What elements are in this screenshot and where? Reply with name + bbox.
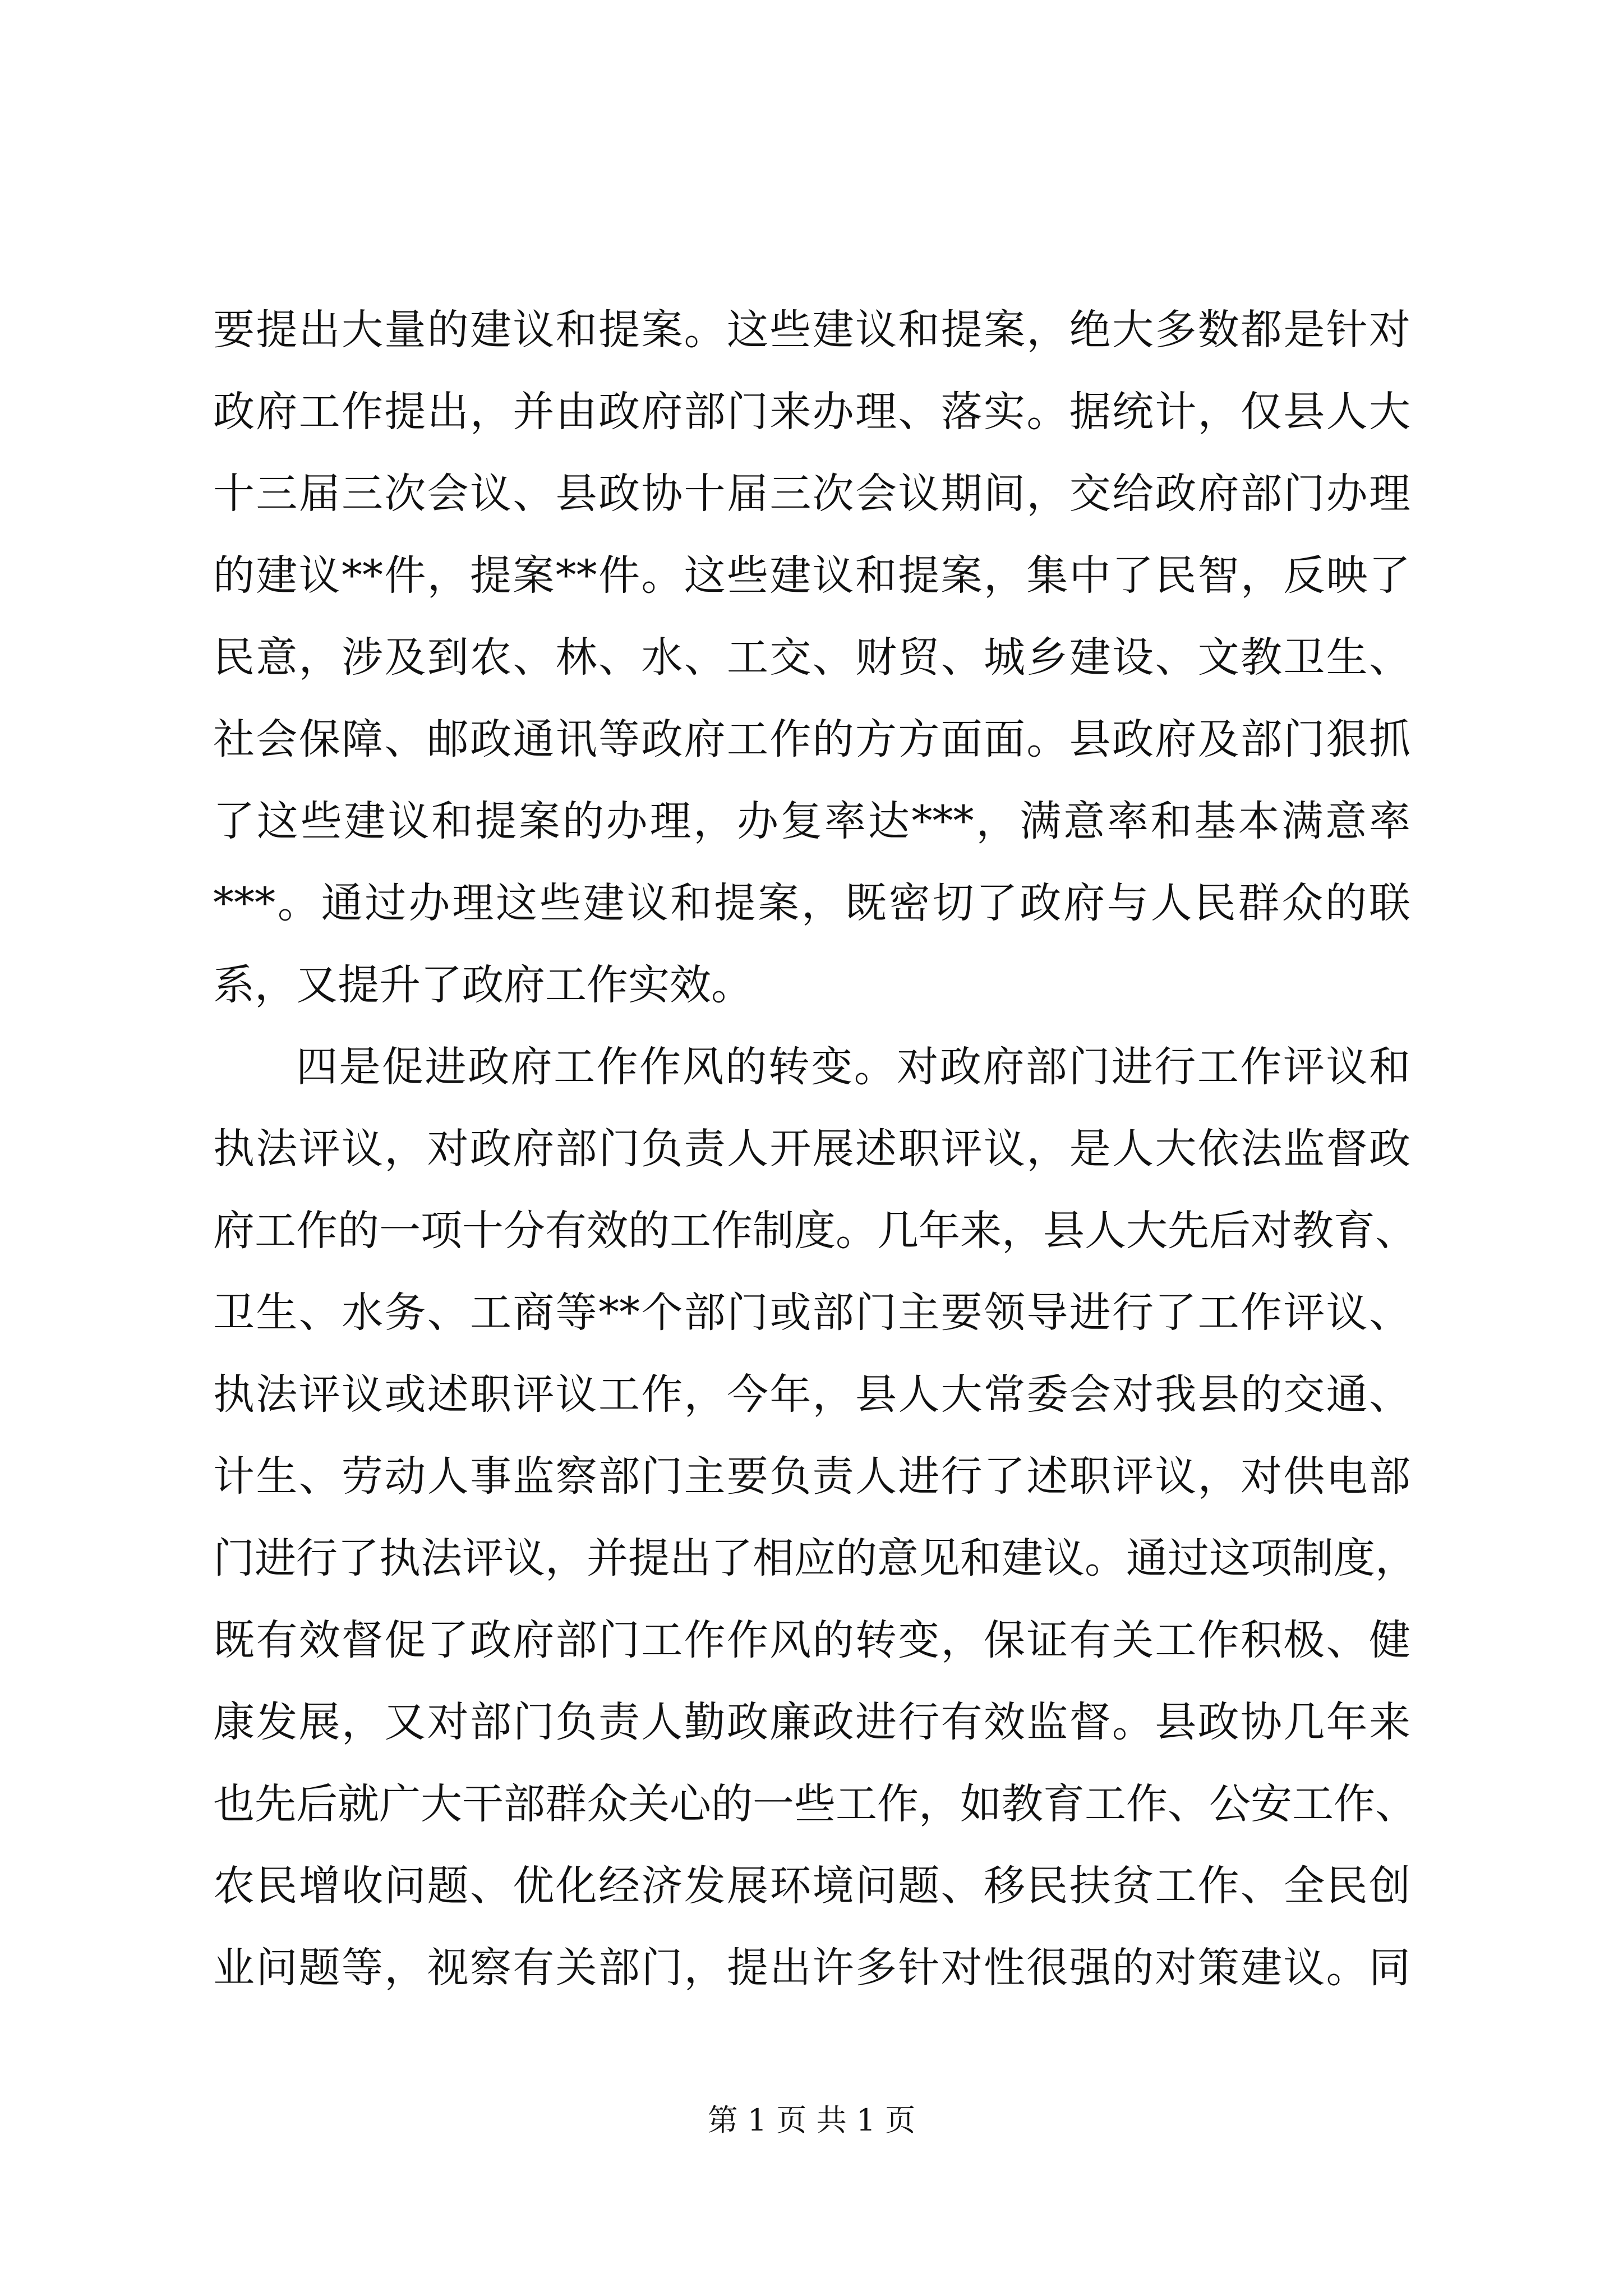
page-footer [0,2101,1623,2140]
paragraph-2-line-12: 业问题等，视察有关部门，提出许多针对性很强的对策建议。同 [213,1944,1410,1992]
page-number-label: 第 1 页 共 1 页 [707,2102,916,2138]
paragraph-2-line-9: 康发展，又对部门负责人勤政廉政进行有效监督。县政协几年来 [213,1698,1410,1746]
paragraph-1-line-7: 了这些建议和提案的办理，办复率达***，满意率和基本满意率 [213,797,1410,845]
paragraph-2-line-10: 也先后就广大干部群众关心的一些工作，如教育工作、公安工作、 [213,1780,1417,1828]
paragraph-1-line-2: 政府工作提出，并由政府部门来办理、落实。据统计，仅县人大 [213,388,1410,436]
paragraph-2-line-1: 四是促进政府工作作风的转变。对政府部门进行工作评议和 [296,1043,1410,1091]
paragraph-2-line-3: 府工作的一项十分有效的工作制度。几年来，县人大先后对教育、 [213,1207,1417,1255]
paragraph-2-line-2: 执法评议，对政府部门负责人开展述职评议，是人大依法监督政 [213,1125,1410,1173]
paragraph-1-line-1: 要提出大量的建议和提案。这些建议和提案，绝大多数都是针对 [213,306,1410,354]
paragraph-1-line-9: 系，又提升了政府工作实效。 [213,961,753,1009]
document-body [213,289,1417,2009]
paragraph-2-line-6: 计生、劳动人事监察部门主要负责人进行了述职评议，对供电部 [213,1452,1410,1501]
paragraph-2-line-8: 既有效督促了政府部门工作作风的转变，保证有关工作积极、健 [213,1616,1410,1664]
paragraph-1-line-8: ***。通过办理这些建议和提案，既密切了政府与人民群众的联 [213,879,1410,927]
paragraph-1-line-6: 社会保障、邮政通讯等政府工作的方方面面。县政府及部门狠抓 [213,715,1410,763]
paragraph-1-line-4: 的建议**件，提案**件。这些建议和提案，集中了民智，反映了 [213,551,1410,600]
paragraph-2-line-4: 卫生、水务、工商等**个部门或部门主要领导进行了工作评议、 [213,1289,1410,1337]
paragraph-2-line-11: 农民增收问题、优化经济发展环境问题、移民扶贫工作、全民创 [213,1862,1410,1910]
paragraph-2-line-7: 门进行了执法评议，并提出了相应的意见和建议。通过这项制度， [213,1534,1417,1582]
paragraph-2-line-5: 执法评议或述职评议工作，今年，县人大常委会对我县的交通、 [213,1370,1410,1419]
paragraph-1-line-5: 民意，涉及到农、林、水、工交、财贸、城乡建设、文教卫生、 [213,633,1410,682]
paragraph-1-line-3: 十三届三次会议、县政协十届三次会议期间，交给政府部门办理 [213,470,1410,518]
